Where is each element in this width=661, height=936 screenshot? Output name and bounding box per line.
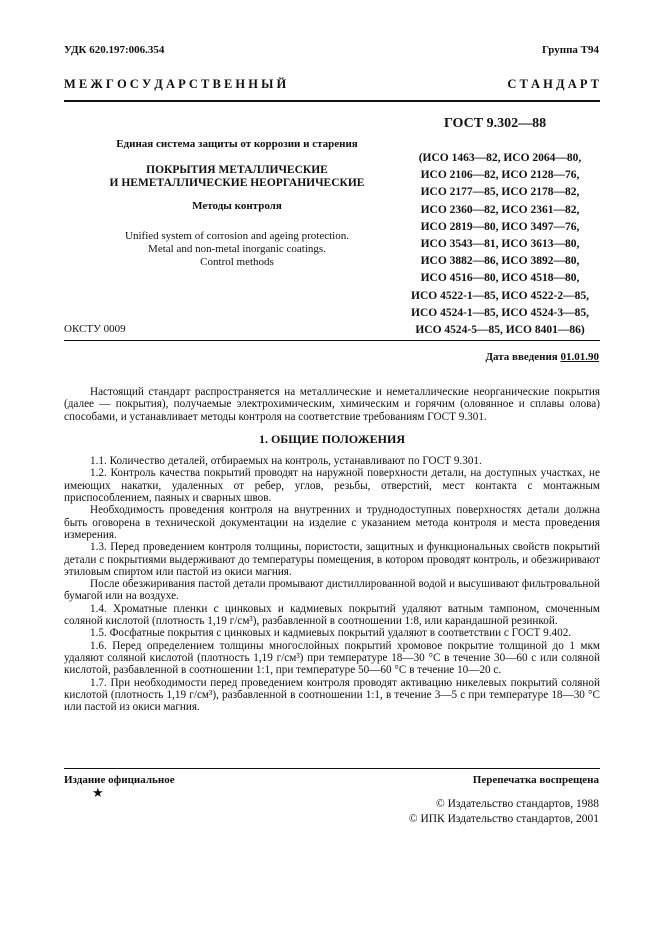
paragraph: 1.3. Перед проведением контроля толщины, пористости, защитных и функциональных свойств покрытий детали с покрытиями выдерживают до температуры помещения, в котором проводят контроль, и обезжиривают этиловым спиртом или пастой из окиси магния. [64, 541, 600, 578]
title-line-1: ПОКРЫТИЯ МЕТАЛЛИЧЕСКИЕ [146, 164, 328, 176]
paragraph: 1.4. Хроматные пленки с цинковых и кадмиевых покрытий удаляют ватным тампоном, смоченным соляной кислотой (плотность 1,19 г/см³), разбавленной в соотношении 1:8, или карандашной резинкой. [64, 602, 600, 628]
document-body [64, 386, 600, 713]
iso-line: ИСО 3543—81, ИСО 3613—80, [420, 238, 580, 251]
english-line: Control methods [200, 256, 274, 268]
group-code: Группа Т94 [541, 44, 599, 56]
effective-date [485, 351, 599, 363]
english-title [64, 230, 410, 269]
system-name: Единая система защиты от коррозии и старения [116, 138, 358, 150]
star-icon: ★ [92, 785, 104, 800]
iso-line: ИСО 2177—85, ИСО 2178—82, [420, 186, 580, 199]
banner-word-interstate: М Е Ж Г О С У Д А Р С Т В Е Н Н Ы Й [64, 77, 287, 91]
paragraph: 1.2. Контроль качества покрытий проводят на наружной поверхности детали, на доступных участках, не имеющих накатки, удаленных от ребер, углов, резьбы, отверстий, мест контакта с монтажным приспособлением, паяных и сварных швов. [64, 467, 600, 505]
english-line: Metal and non-metal inorganic coatings. [148, 243, 326, 255]
paragraph: 1.7. При необходимости перед проведением контроля проводят активацию никелевых покрытий соляной кислотой (плотность 1,19 г/см³), разбавленной в соотношении 1:1, в течение 3—5 с при температуре 18—30 °С или пастой из окиси магния. [64, 676, 600, 714]
subtitle-methods: Методы контроля [192, 200, 282, 212]
paragraph: 1.5. Фосфатные покрытия с цинковых и кадмиевых покрытий удаляют в соответствии с ГОСТ 9.402. [90, 627, 572, 640]
iso-line: ИСО 4522-1—85, ИСО 4522-2—85, [411, 289, 589, 302]
copyright-line: © ИПК Издательство стандартов, 2001 [408, 813, 599, 825]
copyright-line: © Издательство стандартов, 1988 [435, 798, 599, 810]
section-heading: 1. ОБЩИЕ ПОЛОЖЕНИЯ [258, 431, 406, 446]
okstu-code: ОКСТУ 0009 [64, 323, 126, 335]
okstu-rule [64, 340, 600, 341]
paragraph: Необходимость проведения контроля на внутренних и труднодоступных поверхностях детали должна быть оговорена в технической документации на изделие с указанием метода контроля и места проведения измерения. [64, 504, 600, 541]
iso-line: ИСО 4516—80, ИСО 4518—80, [420, 272, 580, 285]
paragraph: После обезжиривания пастой детали промывают дистиллированной водой и высушивают фильтровальной бумагой или на воздухе. [64, 578, 600, 603]
official-edition: Издание официальное [64, 774, 175, 786]
udk-code: УДК 620.197:006.354 [64, 44, 165, 56]
iso-line: ИСО 2819—80, ИСО 3497—76, [420, 220, 580, 233]
date-label: Дата введения [485, 351, 558, 363]
iso-line: ИСО 2360—82, ИСО 2361—82, [420, 203, 580, 216]
copyright-block [409, 797, 599, 827]
paragraph: 1.1. Количество деталей, отбираемых на контроль, устанавливают по ГОСТ 9.301. [90, 455, 482, 468]
intro-paragraph: Настоящий стандарт распространяется на металлические и неметаллические неорганические покрытия (далее — покрытия), получаемые электрохимическим, химическим и горячим (оловянное и сплавы олова) способами, и устанавливает методы контроля на соответствие требованиям ГОСТ 9.301. [64, 386, 600, 423]
footer-rule [64, 768, 600, 769]
reprint-notice: Перепечатка воспрещена [472, 774, 599, 786]
iso-line: ИСО 4524-5—85, ИСО 8401—86) [415, 324, 585, 337]
standard-number: ГОСТ 9.302—88 [444, 116, 547, 131]
iso-line: ИСО 3882—86, ИСО 3892—80, [420, 255, 580, 268]
paragraph: 1.6. Перед определением толщины многослойных покрытий хромовое покрытие толщиной до 1 мкм удаляют соляной кислотой (плотность 1,19 г/см³) при температуре 18—30 °С в течение 30—60 с или соляной кислотой, разбавленной в соотношении 1:1, при температуре 50—60 °С в течение 10—20 с. [64, 639, 600, 677]
title-block [64, 138, 410, 269]
standard-banner [64, 77, 599, 92]
iso-line: ИСО 2106—82, ИСО 2128—76, [420, 169, 580, 182]
date-value: 01.01.90 [560, 351, 599, 363]
iso-line: (ИСО 1463—82, ИСО 2064—80, [418, 152, 582, 164]
banner-word-standard: С Т А Н Д А Р Т [507, 77, 599, 91]
iso-references [396, 150, 604, 339]
title-line-2: И НЕМЕТАЛЛИЧЕСКИЕ НЕОРГАНИЧЕСКИЕ [109, 177, 365, 189]
iso-line: ИСО 4524-1—85, ИСО 4524-3—85, [411, 306, 589, 319]
header-rule [64, 100, 600, 102]
english-line: Unified system of corrosion and ageing protection. [125, 230, 349, 242]
